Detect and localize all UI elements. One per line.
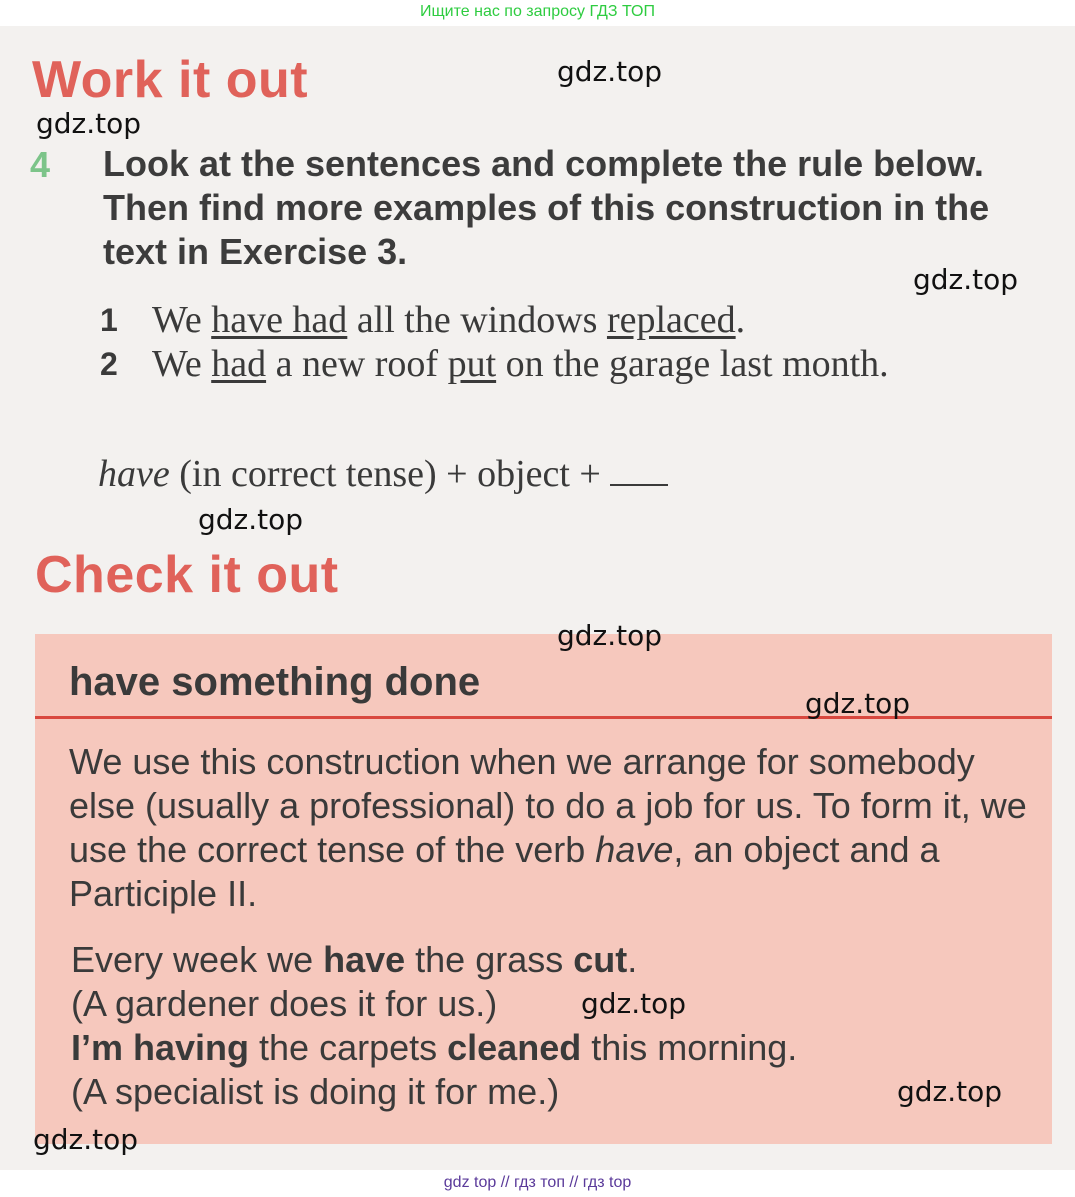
check-it-out-heading: Check it out (35, 546, 339, 604)
example-line-4: (A specialist is doing it for me.) (71, 1071, 560, 1112)
watermark: gdz.top (897, 1075, 1003, 1108)
sentence-text: We had a new roof put on the garage last month. (152, 343, 889, 385)
exercise-number: 4 (30, 144, 51, 185)
sentence-text: We have had all the windows replaced. (152, 299, 746, 341)
bottom-banner: gdz top // гдз топ // гдз top (0, 1170, 1075, 1197)
exercise-instruction: Look at the sentences and complete the rule below. Then find more examples of this construction in the text in Exercise 3. (103, 143, 990, 272)
work-it-out-heading: Work it out (32, 51, 309, 109)
sentence-number: 1 (100, 302, 118, 338)
grammar-box-title: have something done (69, 660, 481, 704)
watermark: gdz.top (557, 619, 663, 652)
sentence-number: 2 (100, 346, 118, 382)
example-sentence-1 (100, 298, 980, 342)
rule-formula: have (in correct tense) + object + (98, 452, 668, 496)
example-line-3: I’m having the carpets cleaned this morning. (71, 1027, 798, 1068)
watermark: gdz.top (557, 55, 663, 88)
answer-blank[interactable] (610, 458, 668, 486)
example-sentence-2 (100, 342, 980, 432)
watermark: gdz.top (581, 987, 687, 1020)
watermark: gdz.top (36, 107, 142, 140)
example-line-1: Every week we have the grass cut. (71, 939, 638, 980)
watermark: gdz.top (198, 503, 304, 536)
watermark: gdz.top (805, 687, 911, 720)
watermark: gdz.top (913, 263, 1019, 296)
grammar-explanation: We use this construction when we arrange for somebody else (usually a professional) to do a job for us. To form it, we use the correct tense of the verb have, an object and a Participle II. (69, 741, 1027, 914)
grammar-examples (71, 938, 1031, 1114)
textbook-page (0, 26, 1075, 1170)
watermark: gdz.top (33, 1123, 139, 1156)
top-banner: Ищите нас по запросу ГДЗ ТОП (420, 3, 655, 20)
example-line-2: (A gardener does it for us.) (71, 983, 498, 1024)
